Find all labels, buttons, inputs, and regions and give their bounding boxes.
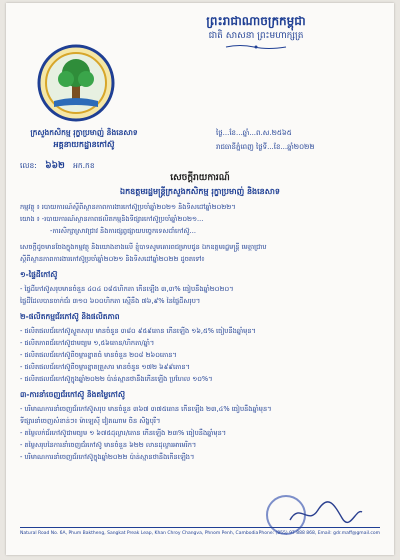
department-name: អគ្គនាយកដ្ឋានកៅស៊ូ [53, 140, 115, 149]
body-line: - ផលិតភាពជ័រកៅស៊ូជាមធ្យម ១,៥៦តោន/ហិកតា/ឆ្នាំ។ [20, 339, 155, 347]
body-line: - បរិមាណការនាំចេញជ័រកៅស៊ូសរុប មានចំនួន ៣៦៧ ៣៧៥តោន កើនឡើង ២៣,៤% ធៀបនឹងឆ្នាំមុន។ [20, 405, 272, 413]
body-line: ទីផ្សារនាំចេញសំខាន់ៗ៖ ម៉ាឡេស៊ី វៀតណាម ចិន សិង្ហបុរី។ [20, 417, 161, 425]
solar-date: រាជធានីភ្នំពេញ ថ្ងៃទី...ខែ...ឆ្នាំ២០២២ [216, 143, 315, 151]
body-line: ផ្ទៃដីដែលបានចាក់ជ័រ ៣១០ ៦០០ហិកតា ស្មើនឹង ៧៦,៩% នៃផ្ទៃដីសរុប។ [20, 297, 201, 305]
body-line: - បរិមាណការនាំចេញជ័រកៅស៊ូក្នុងឆ្នាំ២០២២ ប៉ាន់ស្មានថានឹងកើនឡើង។ [20, 453, 195, 461]
footer-divider [20, 527, 380, 528]
body-line: - ផ្ទៃដីកៅស៊ូសរុបមានចំនួន ៤០៤ ០៨៥ហិកតា កើនឡើង ៣,៣% ធៀបនឹងឆ្នាំ២០២០។ [20, 285, 234, 293]
body-line: - តម្លៃសរុបនៃការនាំចេញជ័រកៅស៊ូ មានចំនួន ៦២២ លានដុល្លារអាមេរិក។ [20, 441, 197, 449]
lunar-date: ថ្ងៃ...ខែ...ឆ្នាំ...ព.ស.២៥៦៥ [216, 129, 292, 137]
body-line: - ផលិតផលជ័រកៅស៊ូក្នុងឆ្នាំ២០២២ ប៉ាន់ស្មានថានឹងកើនឡើង ប្រហែល ១០%។ [20, 375, 213, 383]
footer-address: Natural Road No. 6A, Phum Baktheng, Sangkat Preak Leap, Khan Chroy Changva, Phnom Penh, Cambodia [20, 531, 259, 536]
ministry-name: ក្រសួងកសិកម្ម រុក្ខាប្រមាញ់ និងនេសាទ [30, 128, 138, 137]
signature-icon [286, 498, 366, 528]
body-line: - ផលិតផលជ័រកៅស៊ូស្ងួតសរុប មានចំនួន ៣៨០ ៩៥៩តោន កើនឡើង ១៦,៥% ធៀបនឹងឆ្នាំមុន។ [20, 327, 256, 335]
body-line: ស្តីពីស្ថានភាពការងារកៅស៊ូប្រចាំឆ្នាំ២០២១ និងទិសដៅឆ្នាំ២០២២ ដូចតទៅ៖ [20, 255, 205, 263]
section-heading: ២-ផលិតកម្មជ័រកៅស៊ូ និងផលិតភាព [20, 312, 120, 321]
ref-suffix: អក.កខ [73, 161, 95, 170]
body-line: - តម្លៃលក់ជ័រកៅស៊ូជាមធ្យម ១ ៦៧៥ដុល្លារ/តោន កើនឡើង ២៣% ធៀបនឹងឆ្នាំមុន។ [20, 429, 227, 437]
kingdom-heading: ព្រះរាជាណាចក្រកម្ពុជា [206, 14, 306, 28]
body-line: យោង ៖ -របាយការណ៍ស្ថានភាពផលិតកម្មនិងទីផ្សារកៅស៊ូប្រចាំឆ្នាំ២០២១... [20, 215, 204, 223]
document-page [6, 3, 394, 555]
document-recipient: ឯកឧត្តមរដ្ឋមន្ត្រីក្រសួងកសិកម្ម រុក្ខាប្រមាញ់ និងនេសាទ [120, 187, 280, 196]
body-line: - ផលិតផលជ័រកៅស៊ូពីចម្ការខ្នាតធំ មានចំនួន ២០៨ ២៦០តោន។ [20, 351, 177, 359]
body-line: សេចក្តីដូចមានចែងក្នុងកម្មវត្ថុ និងយោងខាងលើ ខ្ញុំបាទសូមគោរពជម្រាបជូន ឯកឧត្តមរដ្ឋមន្ត្រី មេត្តាជ្រាប [20, 243, 267, 251]
ornament-divider [224, 44, 288, 50]
ref-label: លេខ: [20, 161, 37, 170]
body-line: - ផលិតផលជ័រកៅស៊ូពីចម្ការខ្នាតគ្រួសារ មានចំនួន ១៧២ ៦៩៩តោន។ [20, 363, 190, 371]
section-heading: ៣-ការនាំចេញជ័រកៅស៊ូ និងតម្លៃកៅស៊ូ [20, 390, 125, 399]
section-heading: ១-ផ្ទៃដីកៅស៊ូ [20, 270, 58, 279]
ministry-logo-icon [36, 43, 116, 123]
footer-contact: Phone: (855) 97 888 868, Email: gdr.maff@gmail.com [258, 531, 380, 536]
body-line: កម្មវត្ថុ ៖ របាយការណ៍ស្តីពីស្ថានភាពការងារកៅស៊ូប្រចាំឆ្នាំ២០២១ និងទិសដៅឆ្នាំ២០២២។ [20, 203, 236, 211]
national-motto: ជាតិ សាសនា ព្រះមហាក្សត្រ [208, 31, 304, 41]
footer [20, 530, 380, 538]
ref-number: ៦៦២ [45, 161, 65, 171]
document-title: សេចក្តីរាយការណ៍ [170, 173, 230, 183]
body-line: -ការសិក្សាស្រាវជ្រាវ និងការផ្សព្វផ្សាយបច្ចេកទេសដាំកៅស៊ូ... [50, 227, 196, 235]
